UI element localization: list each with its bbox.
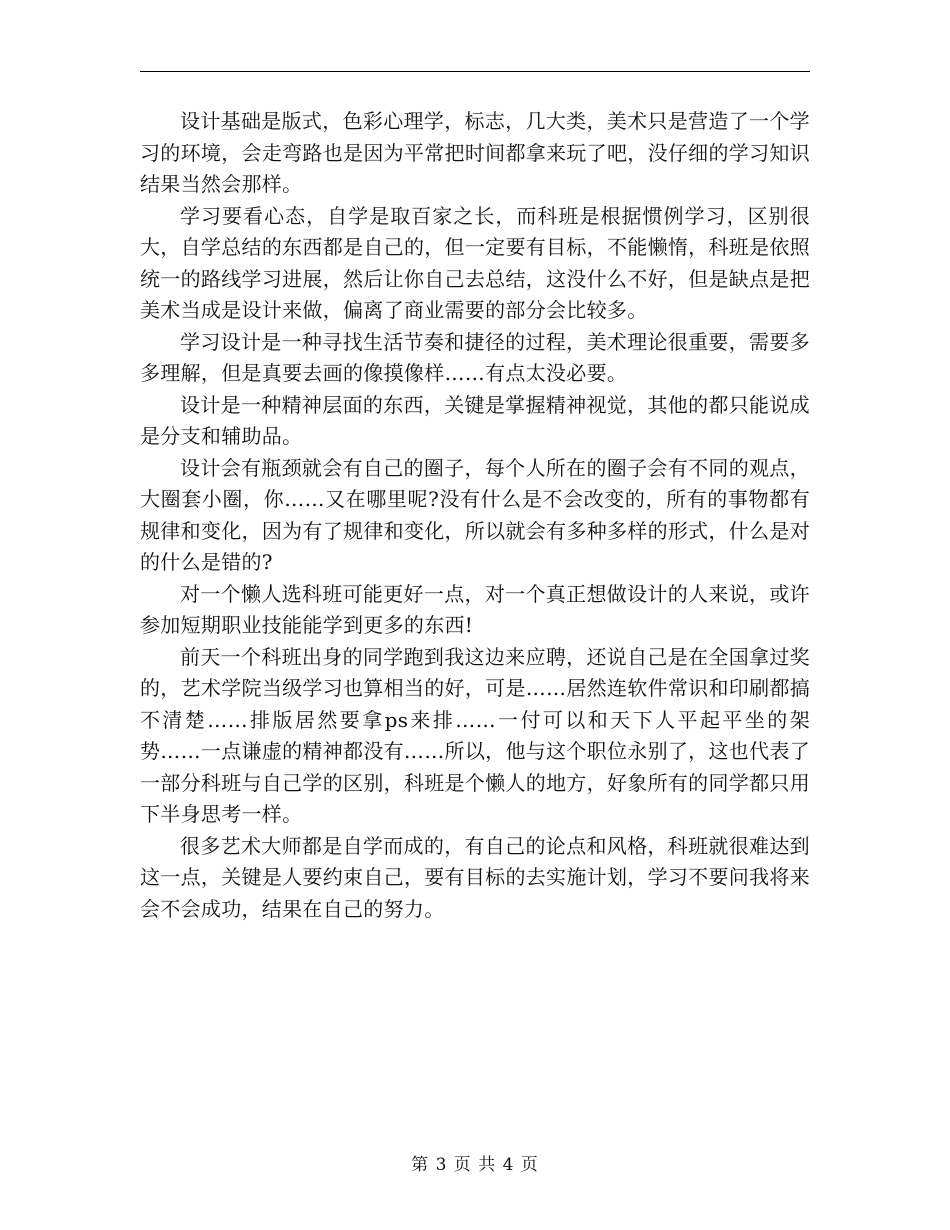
paragraph-2: 学习要看心态，自学是取百家之长，而科班是根据惯例学习，区别很大，自学总结的东西都是自己的，但一定要有目标，不能懒惰，科班是依照统一的路线学习进展，然后让你自己去总结，这没什么不好，但是缺点是把美术当成是设计来做，偏离了商业需要的部分会比较多。 bbox=[140, 203, 810, 322]
paragraph-7: 前天一个科班出身的同学跑到我这边来应聘，还说自己是在全国拿过奖的，艺术学院当级学习也算相当的好，可是……居然连软件常识和印刷都搞不清楚……排版居然要拿ps来排……一付可以和天下人平起平坐的架势……一点谦虚的精神都没有……所以，他与这个职位永别了，这也代表了一部分科班与自己学的区别，科班是个懒人的地方，好象所有的同学都只用下半身思考一样。 bbox=[140, 644, 810, 826]
page-footer bbox=[0, 1153, 950, 1177]
document-body bbox=[140, 106, 810, 925]
paragraph-5: 设计会有瓶颈就会有自己的圈子，每个人所在的圈子会有不同的观点，大圈套小圈，你……又在哪里呢?没有什么是不会改变的，所有的事物都有规律和变化，因为有了规律和变化，所以就会有多种多样的形式，什么是对的什么是错的? bbox=[140, 455, 810, 574]
page-number-label: 第 3 页 共 4 页 bbox=[411, 1155, 539, 1175]
paragraph-8: 很多艺术大师都是自学而成的，有自己的论点和风格，科班就很难达到这一点，关键是人要约束自己，要有目标的去实施计划，学习不要问我将来会不会成功，结果在自己的努力。 bbox=[140, 833, 810, 921]
header-rule bbox=[140, 71, 810, 72]
paragraph-3: 学习设计是一种寻找生活节奏和捷径的过程，美术理论很重要，需要多多理解，但是真要去画的像摸像样……有点太没必要。 bbox=[140, 329, 810, 385]
paragraph-1: 设计基础是版式，色彩心理学，标志，几大类，美术只是营造了一个学习的环境，会走弯路也是因为平常把时间都拿来玩了吧，没仔细的学习知识结果当然会那样。 bbox=[140, 109, 810, 196]
paragraph-6: 对一个懒人选科班可能更好一点，对一个真正想做设计的人来说，或许参加短期职业技能能学到更多的东西! bbox=[140, 581, 810, 637]
paragraph-4: 设计是一种精神层面的东西，关键是掌握精神视觉，其他的都只能说成是分支和辅助品。 bbox=[140, 392, 810, 448]
